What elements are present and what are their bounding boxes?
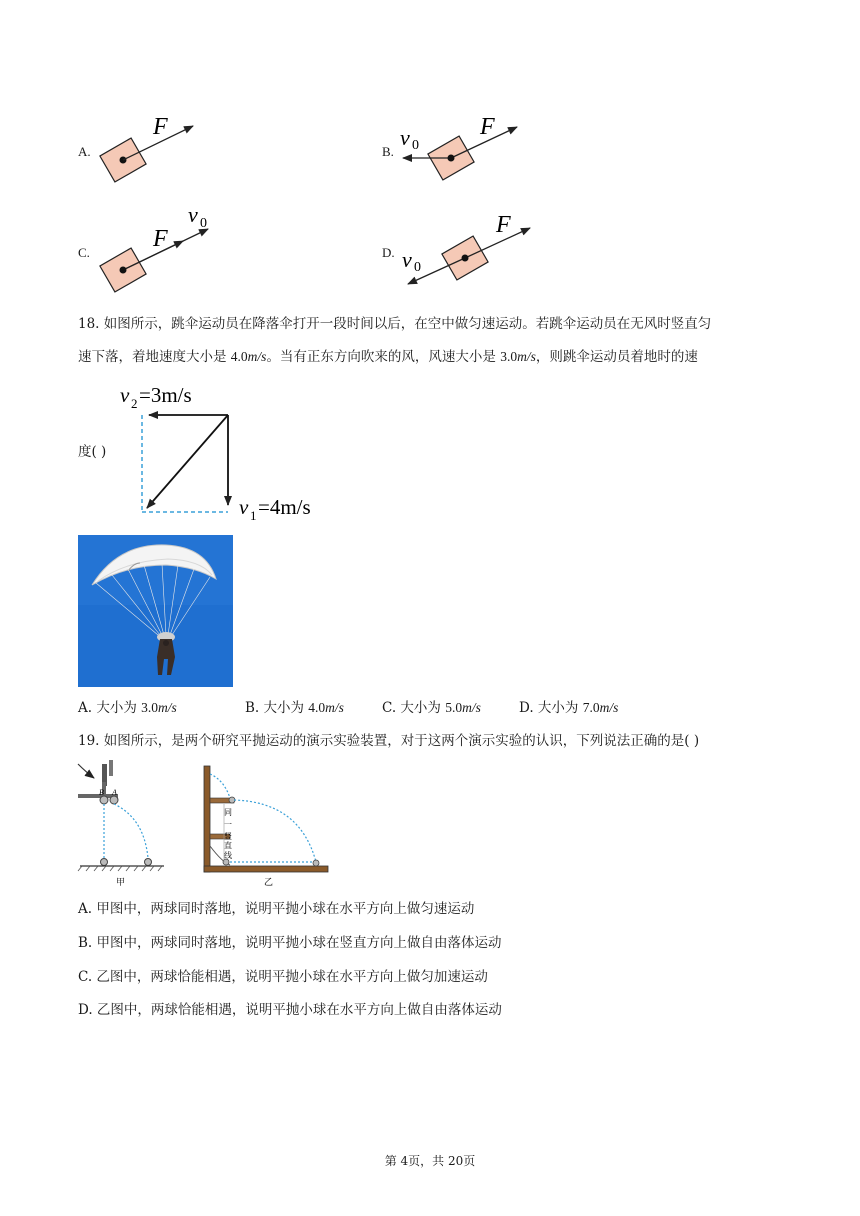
q18-option-c: C. 大小为 5.0m/s bbox=[382, 700, 481, 716]
svg-text:同: 同 bbox=[224, 808, 232, 817]
svg-text:一: 一 bbox=[224, 820, 232, 829]
v2-symbol: v bbox=[120, 383, 130, 407]
q17-option-b-diagram bbox=[396, 112, 526, 192]
figure-jia-caption: 甲 bbox=[116, 877, 126, 887]
v1-subscript: 1 bbox=[250, 508, 257, 523]
q18-stem-line3: 度( ) bbox=[78, 444, 107, 460]
velocity-symbol: v bbox=[402, 247, 412, 272]
center-dot-icon bbox=[448, 155, 455, 162]
page-footer: 第 4页，共 20页 bbox=[384, 1154, 476, 1168]
q18-option-b: B. 大小为 4.0m/s bbox=[245, 700, 344, 716]
svg-text:直: 直 bbox=[224, 841, 232, 850]
parachutist-photo bbox=[78, 535, 233, 687]
q19-option-d: D. 乙图中，两球恰能相遇，说明平抛小球在水平方向上做自由落体运动 bbox=[78, 1002, 502, 1018]
q19-option-a: A. 甲图中，两球同时落地，说明平抛小球在水平方向上做匀速运动 bbox=[78, 901, 475, 917]
force-symbol: F bbox=[153, 114, 168, 140]
force-symbol: F bbox=[496, 212, 511, 238]
force-symbol: F bbox=[153, 226, 168, 252]
velocity-subscript: 0 bbox=[414, 260, 421, 275]
svg-text:A: A bbox=[112, 788, 117, 797]
svg-text:线: 线 bbox=[224, 851, 232, 860]
figure-yi bbox=[200, 762, 332, 888]
velocity-symbol: v bbox=[188, 202, 198, 227]
v2-value: =3m/s bbox=[139, 383, 192, 407]
q17-option-a-diagram bbox=[96, 112, 206, 192]
q17-option-d-diagram bbox=[396, 200, 536, 290]
svg-text:竖: 竖 bbox=[224, 832, 232, 841]
v1-symbol: v bbox=[239, 495, 249, 519]
center-dot-icon bbox=[120, 267, 127, 274]
q17-option-c-label: C. bbox=[78, 245, 90, 260]
figure-jia bbox=[72, 758, 172, 890]
center-dot-icon bbox=[462, 255, 469, 262]
velocity-subscript: 0 bbox=[412, 138, 419, 153]
v2-subscript: 2 bbox=[131, 396, 138, 411]
q17-option-a-label: A. bbox=[78, 144, 91, 159]
q19-option-b: B. 甲图中，两球同时落地，说明平抛小球在竖直方向上做自由落体运动 bbox=[78, 935, 502, 951]
figure-yi-caption: 乙 bbox=[264, 877, 274, 887]
q18-option-a: A. 大小为 3.0m/s bbox=[78, 700, 177, 716]
velocity-vector-diagram bbox=[118, 378, 328, 523]
q17-option-c-diagram bbox=[96, 200, 226, 295]
v1-value: =4m/s bbox=[258, 495, 311, 519]
q18-option-d: D. 大小为 7.0m/s bbox=[519, 700, 619, 716]
velocity-symbol: v bbox=[400, 125, 410, 150]
q17-option-d-label: D. bbox=[382, 245, 395, 260]
resultant-arrow bbox=[147, 415, 228, 508]
q18-stem-line1: 18. 如图所示，跳伞运动员在降落伞打开一段时间以后，在空中做匀速运动。若跳伞运动员在无风时竖直匀 bbox=[78, 316, 712, 332]
q19-option-c: C. 乙图中，两球恰能相遇，说明平抛小球在水平方向上做匀加速运动 bbox=[78, 969, 488, 985]
svg-text:B: B bbox=[99, 788, 104, 797]
force-symbol: F bbox=[480, 114, 495, 140]
q18-stem-line2: 速下落，着地速度大小是 4.0m/s。当有正东方向吹来的风，风速大小是 3.0m/s，则跳伞运动员着地时的速 bbox=[78, 349, 698, 365]
velocity-subscript: 0 bbox=[200, 216, 207, 231]
q17-option-b-label: B. bbox=[382, 144, 394, 159]
q19-stem: 19. 如图所示，是两个研究平抛运动的演示实验装置，对于这两个演示实验的认识，下列说法正确的是( ) bbox=[78, 733, 700, 749]
